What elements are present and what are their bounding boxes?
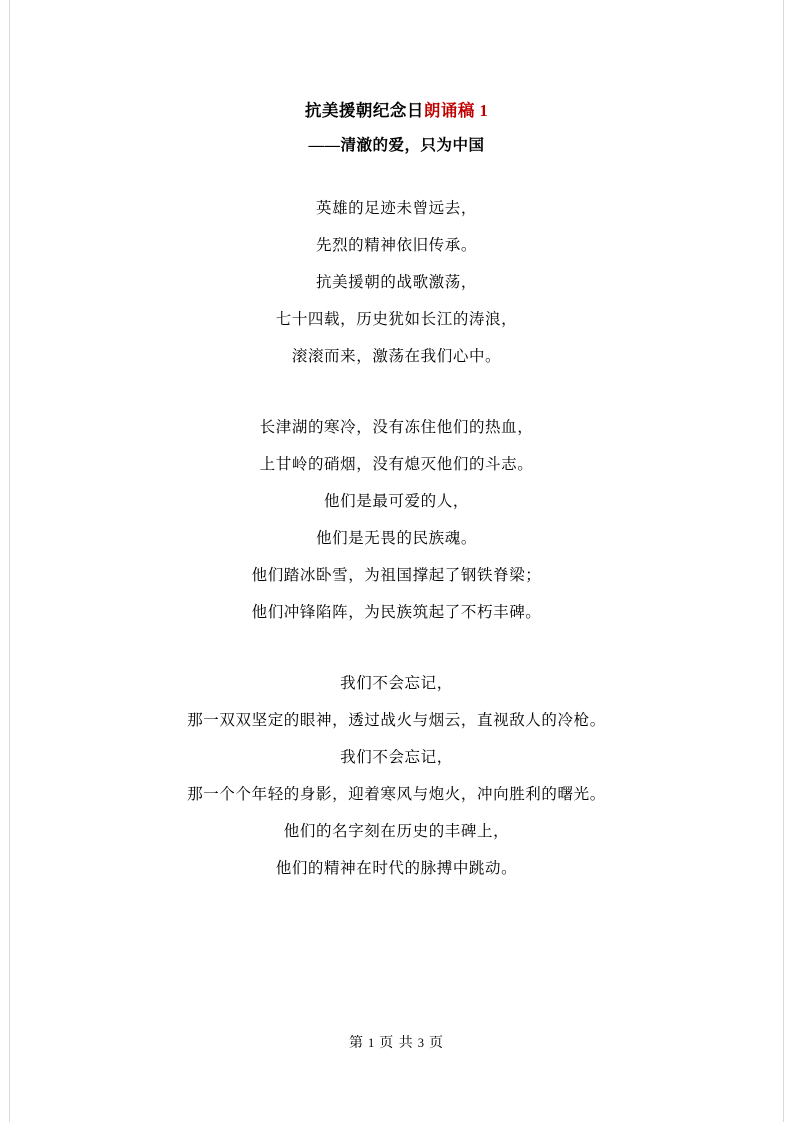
- stanza-3: [56, 665, 737, 887]
- poem-line: 滚滚而来，激荡在我们心中。: [291, 348, 502, 365]
- footer-prefix: 第: [349, 1036, 364, 1051]
- poem-line: 先烈的精神依旧传承。: [315, 237, 477, 254]
- poem-line: 那一个个年轻的身影，迎着寒风与炮火，冲向胜利的曙光。: [187, 786, 606, 803]
- poem-line: 那一双双坚定的眼神，透过战火与烟云，直视敌人的冷枪。: [187, 712, 606, 729]
- page-title-main: 抗美援朝纪念日: [304, 101, 424, 120]
- spacer: [56, 160, 737, 190]
- footer-total-pages: 3: [417, 1036, 425, 1050]
- footer-middle: 页 共: [379, 1036, 414, 1051]
- document-body: [56, 96, 737, 887]
- poem-line: 我们不会忘记，: [340, 675, 453, 692]
- stanza-2: [56, 409, 737, 631]
- poem-line: 长津湖的寒冷，没有冻住他们的热血，: [259, 419, 534, 436]
- page-title: [56, 96, 737, 126]
- page-title-accent: 朗诵稿 1: [423, 101, 489, 120]
- poem-line: 他们冲锋陷阵，为民族筑起了不朽丰碑。: [251, 604, 542, 621]
- poem-line: 他们是最可爱的人，: [324, 493, 469, 510]
- page-subtitle: ——清澈的爱，只为中国: [308, 137, 485, 154]
- footer-current-page: 1: [368, 1036, 376, 1050]
- poem-line: 我们不会忘记，: [340, 749, 453, 766]
- stanza-1: [56, 190, 737, 375]
- poem-line: 七十四载，历史犹如长江的涛浪，: [275, 311, 518, 328]
- poem-line: 他们的名字刻在历史的丰碑上，: [283, 823, 510, 840]
- page-right-rule: [783, 0, 784, 1122]
- poem-line: 英雄的足迹未曾远去，: [315, 200, 477, 217]
- poem-line: 他们的精神在时代的脉搏中跳动。: [275, 860, 518, 877]
- spacer: [56, 631, 737, 665]
- poem-line: 他们是无畏的民族魂。: [315, 530, 477, 547]
- poem-line: 抗美援朝的战歌激荡，: [315, 274, 477, 291]
- footer-suffix: 页: [429, 1036, 444, 1051]
- page-footer: [0, 1032, 793, 1052]
- poem-line: 他们踏冰卧雪，为祖国撑起了钢铁脊梁；: [251, 567, 542, 584]
- poem-line: 上甘岭的硝烟，没有熄灭他们的斗志。: [259, 456, 534, 473]
- page-left-rule: [9, 0, 10, 1122]
- spacer: [56, 375, 737, 409]
